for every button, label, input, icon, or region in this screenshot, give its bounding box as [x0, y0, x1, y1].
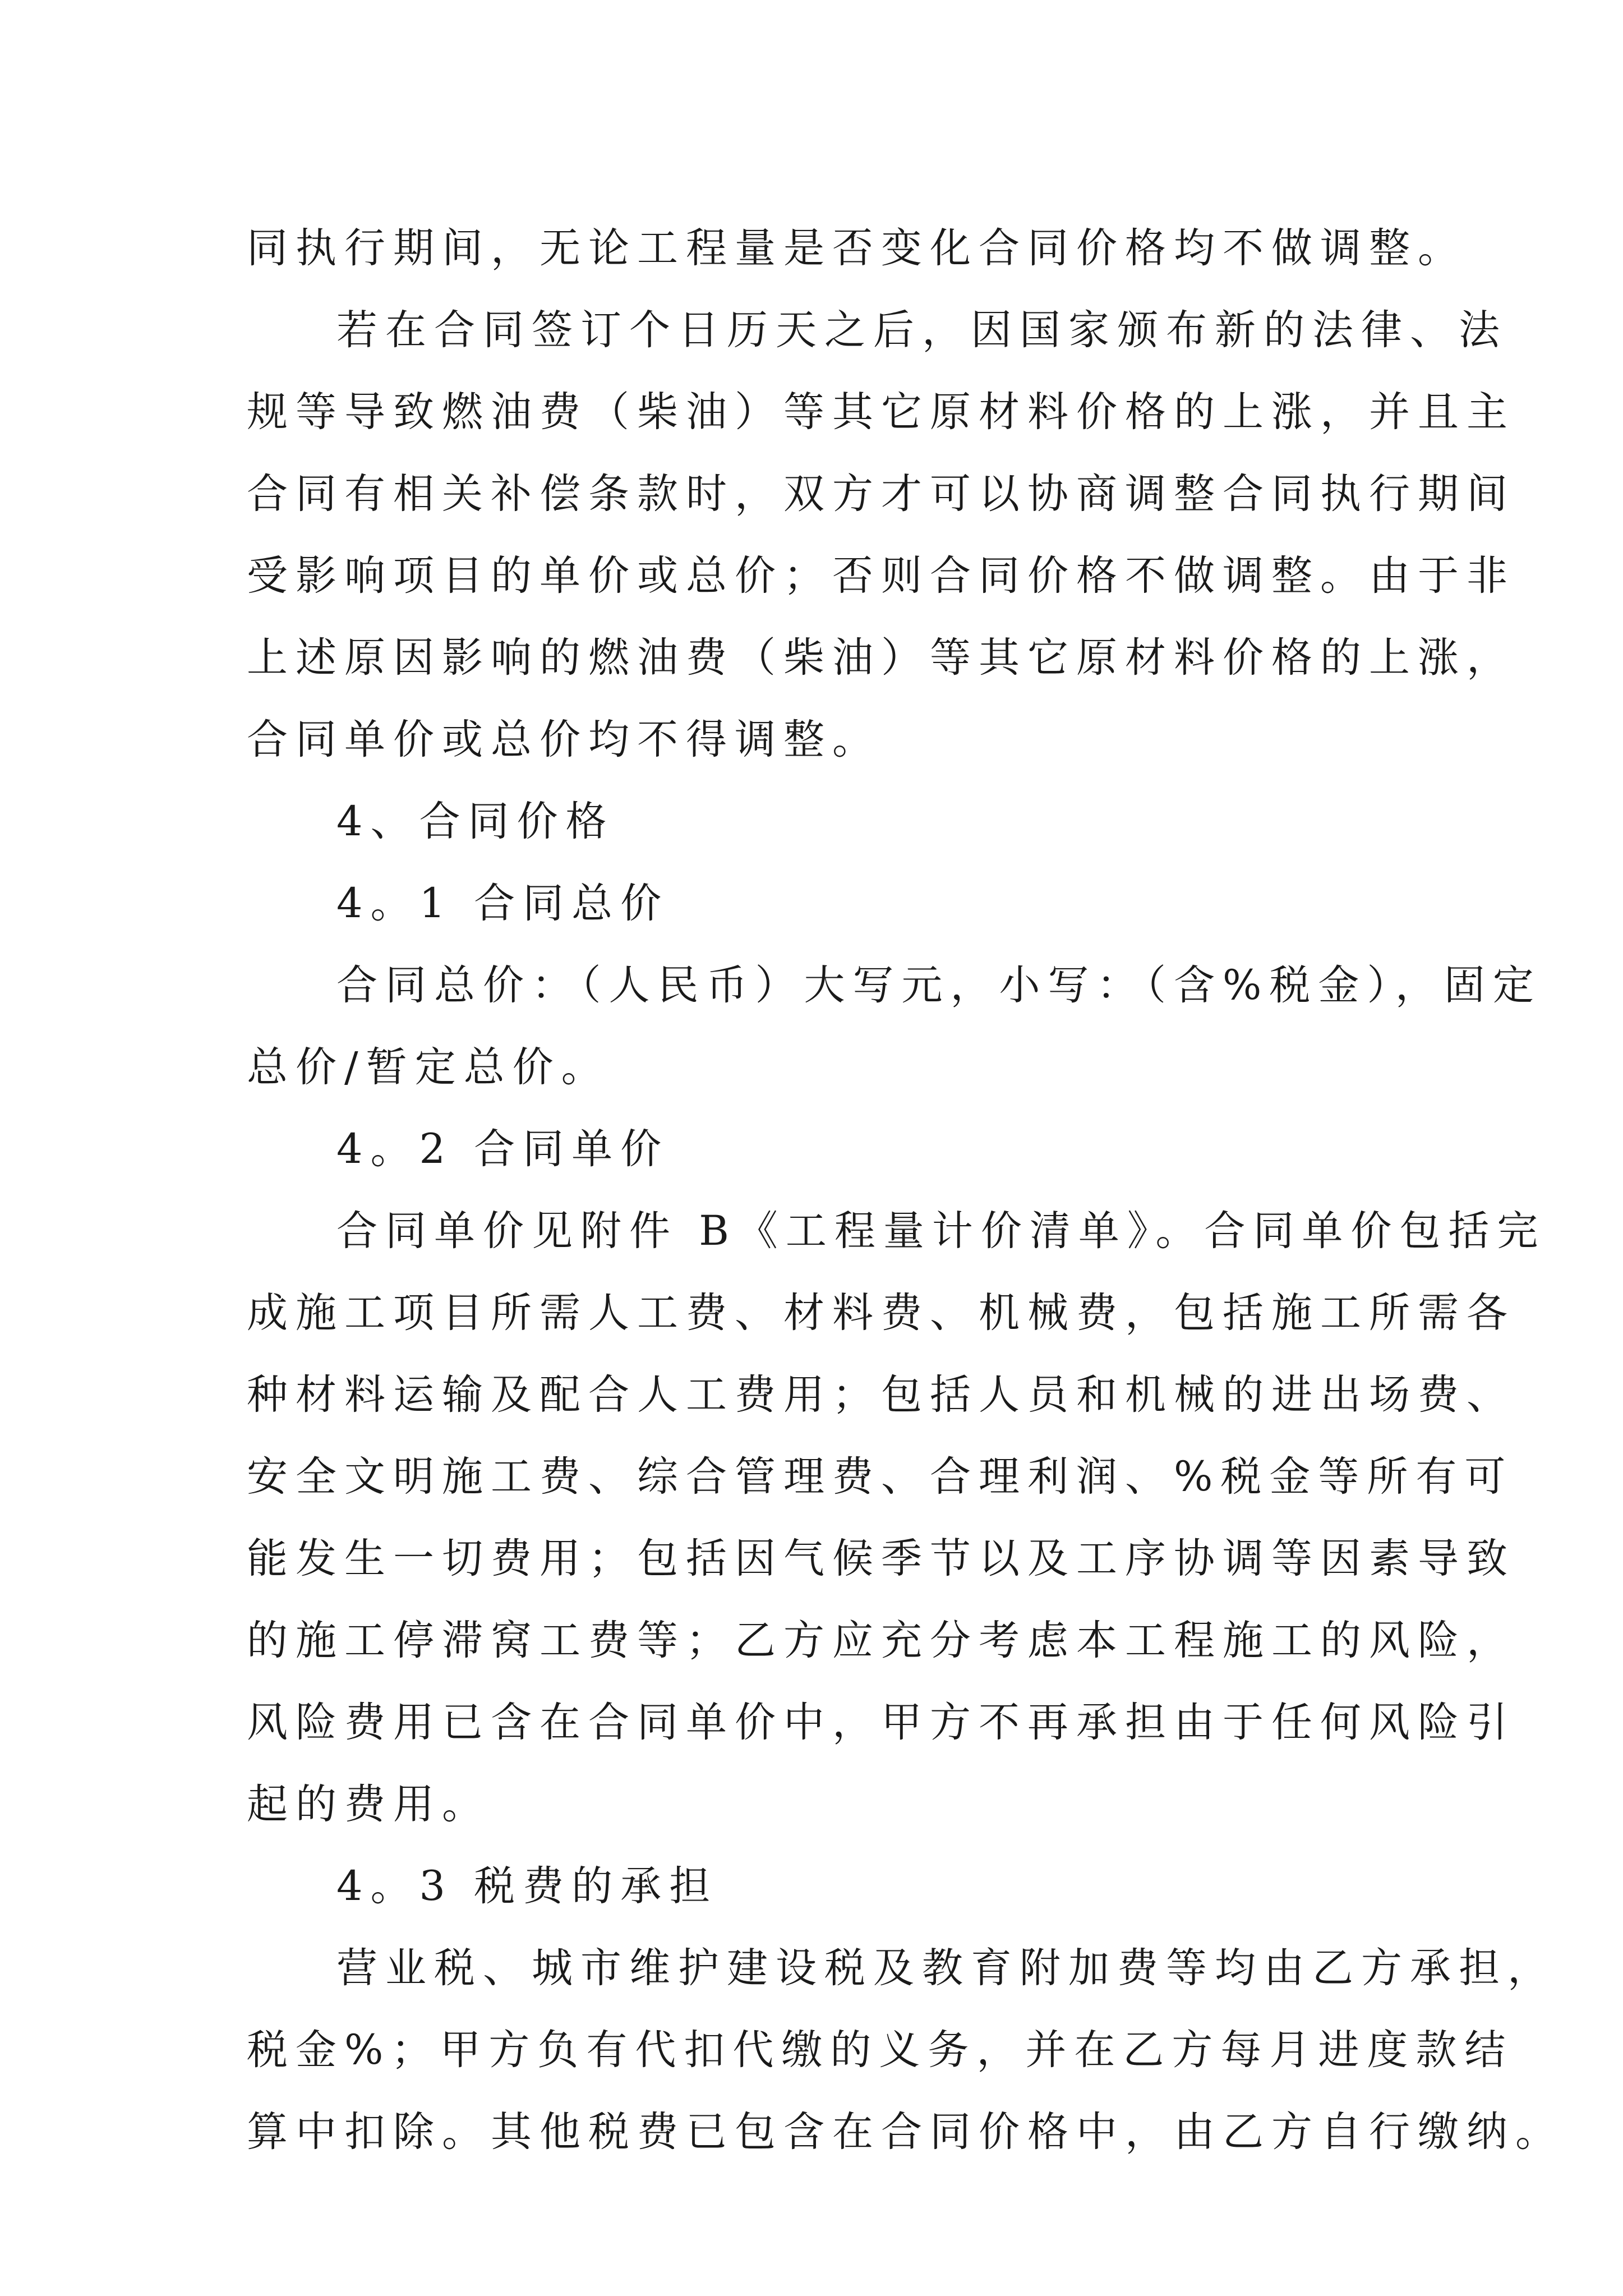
paragraph-line: 同执行期间，无论工程量是否变化合同价格均不做调整。 [247, 224, 1467, 272]
paragraph-line: 总价/暂定总价。 [247, 1043, 610, 1091]
paragraph-line: 成施工项目所需人工费、材料费、机械费，包括施工所需各 [247, 1289, 1515, 1337]
paragraph-line: 税金%；甲方负有代扣代缴的义务，并在乙方每月进度款结 [247, 2026, 1514, 2074]
subsection-heading: 4。2 合同单价 [336, 1125, 670, 1173]
paragraph-line: 受影响项目的单价或总价；否则合同价格不做调整。由于非 [247, 552, 1515, 600]
paragraph-line: 合同单价或总价均不得调整。 [247, 716, 881, 763]
subsection-heading: 4。3 税费的承担 [336, 1862, 718, 1910]
paragraph-line: 合同单价见附件 B《工程量计价清单》。合同单价包括完 [336, 1207, 1546, 1255]
document-body [247, 208, 1564, 2173]
paragraph-line: 规等导致燃油费（柴油）等其它原材料价格的上涨，并且主 [247, 388, 1515, 436]
subsection-heading: 4。1 合同总价 [336, 880, 670, 927]
paragraph-line: 起的费用。 [247, 1780, 491, 1828]
paragraph-line: 的施工停滞窝工费等；乙方应充分考虑本工程施工的风险， [247, 1617, 1515, 1664]
paragraph-line: 算中扣除。其他税费已包含在合同价格中，由乙方自行缴纳。 [247, 2108, 1564, 2156]
paragraph-line: 营业税、城市维护建设税及教育附加费等均由乙方承担， [336, 1944, 1556, 1992]
paragraph-line: 合同总价：（人民币）大写元，小写：（含%税金），固定 [336, 961, 1542, 1009]
section-heading: 4、合同价格 [336, 798, 615, 845]
paragraph-line: 种材料运输及配合人工费用；包括人员和机械的进出场费、 [247, 1371, 1515, 1419]
paragraph-line: 若在合同签订个日历天之后，因国家颁布新的法律、法 [336, 306, 1507, 354]
paragraph-line: 合同有相关补偿条款时，双方才可以协商调整合同执行期间 [247, 470, 1515, 518]
paragraph-line: 能发生一切费用；包括因气候季节以及工序协调等因素导致 [247, 1535, 1515, 1582]
paragraph-line: 风险费用已含在合同单价中，甲方不再承担由于任何风险引 [247, 1699, 1515, 1746]
paragraph-line: 上述原因影响的燃油费（柴油）等其它原材料价格的上涨， [247, 634, 1515, 682]
paragraph-line: 安全文明施工费、综合管理费、合理利润、%税金等所有可 [247, 1453, 1514, 1501]
